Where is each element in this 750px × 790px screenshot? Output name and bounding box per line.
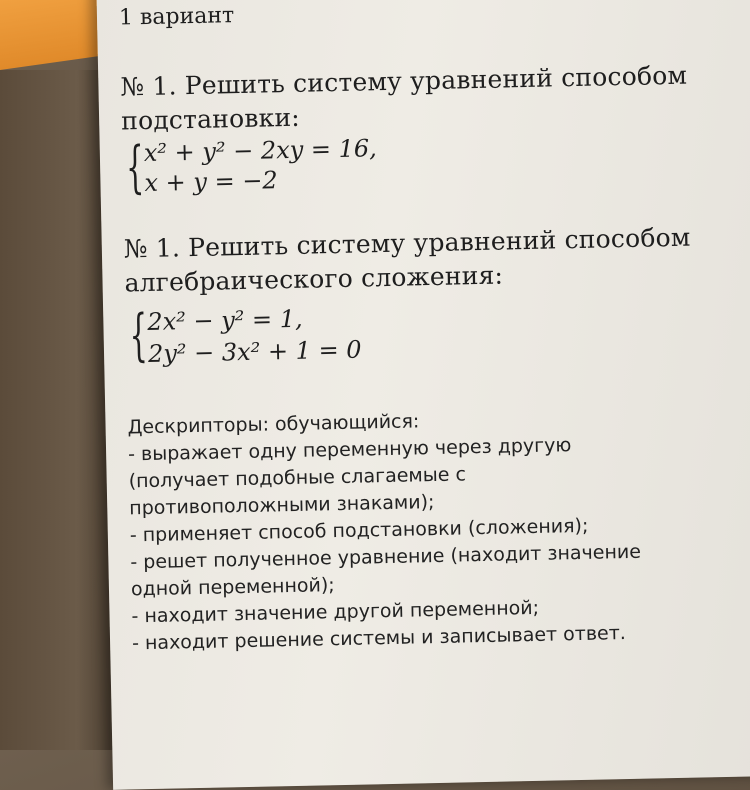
descriptors-heading: Дескрипторы: обучающийся: (127, 410, 420, 439)
task-1 (120, 57, 750, 199)
task-2-system (129, 293, 750, 371)
descriptor-line: - выражает одну переменную через другую (127, 434, 572, 466)
descriptor-line: противоположными знаками); (129, 491, 435, 520)
task-2-equation-1: 2x² − y² = 1, (147, 304, 303, 336)
descriptor-line: одной переменной); (130, 574, 335, 601)
descriptors (127, 401, 750, 658)
descriptor-line: (получает подобные слагаемые с (128, 463, 467, 493)
task-1-equation-2: x + y = −2 (144, 166, 278, 198)
background-surface (0, 70, 110, 750)
curly-brace: { (128, 303, 149, 369)
descriptor-line: - решет полученное уравнение (находит значение (130, 540, 642, 574)
worksheet-paper (96, 0, 750, 790)
task-1-title-line2: подстановки: (120, 102, 301, 136)
task-2-equation-2: 2y² − 3x² + 1 = 0 (147, 335, 362, 368)
task-2 (124, 219, 750, 371)
curly-brace: { (125, 135, 145, 201)
worksheet-content (119, 0, 750, 657)
task-1-title-line1: № 1. Решить систему уравнений способом (120, 60, 688, 102)
task-1-equation-1: x² + y² − 2xy = 16, (143, 134, 378, 168)
descriptor-line: - находит решение системы и записывает ответ. (131, 622, 627, 655)
variant-label: 1 вариант (118, 3, 235, 31)
task-2-title-line2: алгебраического сложения: (124, 260, 504, 298)
task-2-title-line1: № 1. Решить систему уравнений способом (123, 222, 691, 264)
descriptor-line: - применяет способ подстановки (сложения); (129, 514, 589, 547)
task-1-system (126, 125, 750, 199)
descriptor-line: - находит значение другой переменной; (131, 596, 540, 628)
